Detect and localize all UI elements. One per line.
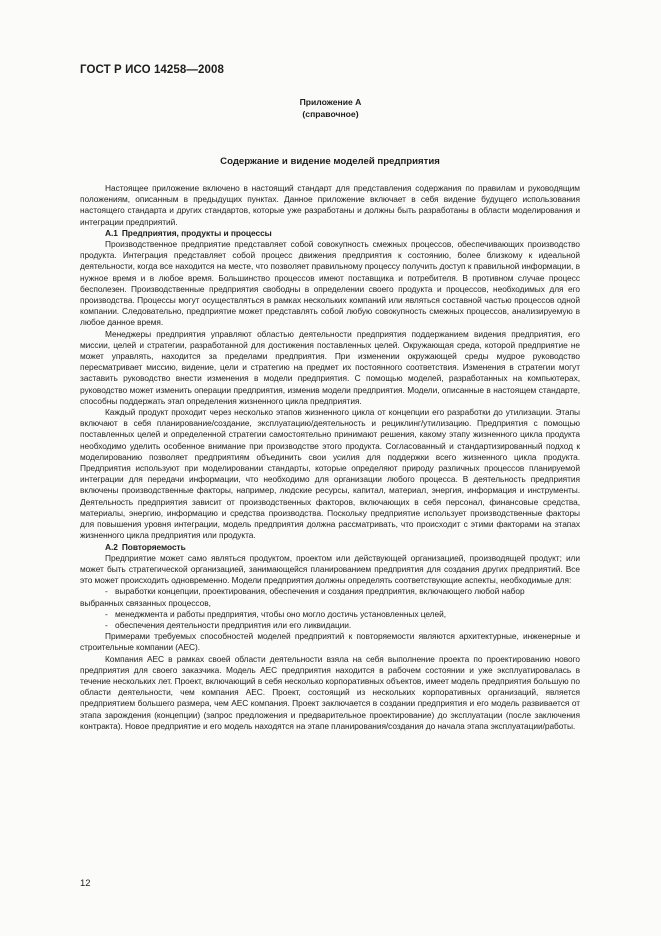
list-item	[80, 586, 580, 597]
list-item-text: менеджмента и работы предприятия, чтобы оно могло достичь установленных целей,	[115, 608, 446, 619]
page-number: 12	[80, 878, 91, 889]
section-title: Повторяемость	[121, 541, 186, 552]
list-marker: -	[105, 608, 108, 619]
paragraph: Компания АЕС в рамках своей области деятельности взяла на себя выполнение проекта по проектированию нового предприятия для своего заказчика. Модель АЕС предприятия находится в рабочем состоянии и уже эксплуатировалась в течение нескольких лет. Проект, включающий в себя несколько корпоративных объектов, имеет модель предприятия большую по области деятельности, чем компания АЕС. Проект, состоящий из нескольких корпоративных организаций, является предприятием большего размера, чем АЕС компания. Проект заключается в создании предприятия и его модель развивается от этапа зарождения (концепции) (запрос предложения и предварительное проектирование) до эксплуатации (после заключения контракта). Новое предприятие и его модель находятся на этапе планирования/создания до начала этапа эксплуатации/работы.	[80, 653, 580, 731]
list-item	[80, 609, 580, 620]
section-title: Предприятия, продукты и процессы	[121, 227, 272, 238]
section-heading-a2	[80, 542, 580, 553]
list-item-continuation: выбранных связанных процессов,	[80, 597, 211, 608]
annex-note: (справочное)	[302, 108, 359, 119]
list-item	[80, 620, 580, 631]
paragraph-intro: Настоящее приложение включено в настоящий стандарт для представления содержания по правилам и руководящим положениям, описанным в предыдущих пунктах. Данное приложение включает в себя видение будущего использования настоящего стандарта и других стандартов, которые уже разработаны и должны быть разработаны в области моделирования и интеграции предприятий.	[80, 183, 580, 227]
section-number: А.1	[105, 227, 118, 238]
paragraph: Примерами требуемых способностей моделей предприятий к повторяемости являются архитектурные, инженерные и строительные компании (АЕС).	[80, 631, 580, 653]
paragraph: Производственное предприятие представляет собой совокупность смежных процессов, обеспечивающих производство продукта. Интеграция представляет собой процесс движения предприятия к состоянию, более близкому к идеальной деятельности, когда все находится на месте, что позволяет правильному процессу получить доступ к правильной информации, в нужное время и в любое время. Большинство процессов имеют поставщика и потребителя. В противном случае процесс бесполезен. Производственные предприятия свободны в определении своего продукта и процессов, необходимых для его производства. Процессы могут осуществляться в рамках нескольких компаний или являться составной частью процессов одной компании. Следовательно, предприятие может представлять собой любую совокупность смежных процессов, анализируемую в любое данное время.	[80, 239, 580, 328]
paragraph: Предприятие может само являться продуктом, проектом или действующей организацией, производящей продукт; или может быть стратегической организацией, занимающейся планированием предприятия для создания других предприятий. Все это может происходить одновременно. Модели предприятия должны определять соответствующие аспекты, необходимые для:	[80, 552, 580, 586]
section-number: А.2	[105, 541, 118, 552]
list-item-text: обеспечения деятельности предприятия или его ликвидации.	[115, 619, 352, 630]
list-marker: -	[105, 586, 108, 597]
list-item-text: выработки концепции, проектирования, обеспечения и создания предприятия, включающего любой набор	[115, 586, 525, 597]
annex-title: Содержание и видение моделей предприятия	[220, 156, 440, 167]
paragraph: Менеджеры предприятия управляют областью деятельности предприятия поддержанием видения предприятия, его миссии, целей и стратегии, разработанной для достижения поставленных целей. Окружающая среда, которой предприятие не может управлять, находится за пределами предприятия. При изменении окружающей среды мудрое руководство пересматривает миссию, видение, цели и стратегию на предмет их постоянного соответствия. Изменения в стратегии могут заставить руководство внести изменения в модели предприятия. С помощью моделей, разработанных на компьютерах, руководство может изменить операции предприятия, изменив модели предприятия. Модели, описанные в настоящем стандарте, способны поддержать этап определения жизненного цикла предприятия.	[80, 328, 580, 406]
section-heading-a1	[80, 228, 580, 239]
annex-heading	[0, 97, 661, 120]
list-marker: -	[105, 619, 108, 630]
document-header: ГОСТ Р ИСО 14258—2008	[80, 64, 225, 76]
document-body	[80, 183, 580, 732]
paragraph: Каждый продукт проходит через несколько этапов жизненного цикла от концепции его разработки до утилизации. Этапы включают в себя планирование/создание, эксплуатацию/деятельность и рециклинг/утилизацию. Предприятия с помощью поставленных целей и определенной стратегии самостоятельно принимают решения, какому этапу жизненного цикла продукта необходимо уделить особенное внимание при производстве этого продукта. Согласованный и стандартизированный подход к моделированию позволяет предприятиям объединить свои усилия для поддержки всего жизненного цикла продукта. Предприятия используют при моделировании стандарты, которые определяют природу различных процессов планируемой интеграции для передачи информации, что необходимо для организации любого процесса. В деятельность предприятия включены производственные факторы, например, людские ресурсы, капитал, материал, энергия, информация и инструменты. Деятельность предприятия зависит от производственных факторов, включающих в себя персонал, финансовые средства, материалы, энергию, информацию и средства производства. Поскольку предприятие использует производственные факторы для повышения уровня интеграции, модель предприятия должна рассматривать, что происходит с этими факторами на этапах жизненного цикла предприятия или продукта.	[80, 407, 580, 541]
annex-label: Приложение А	[299, 97, 362, 107]
